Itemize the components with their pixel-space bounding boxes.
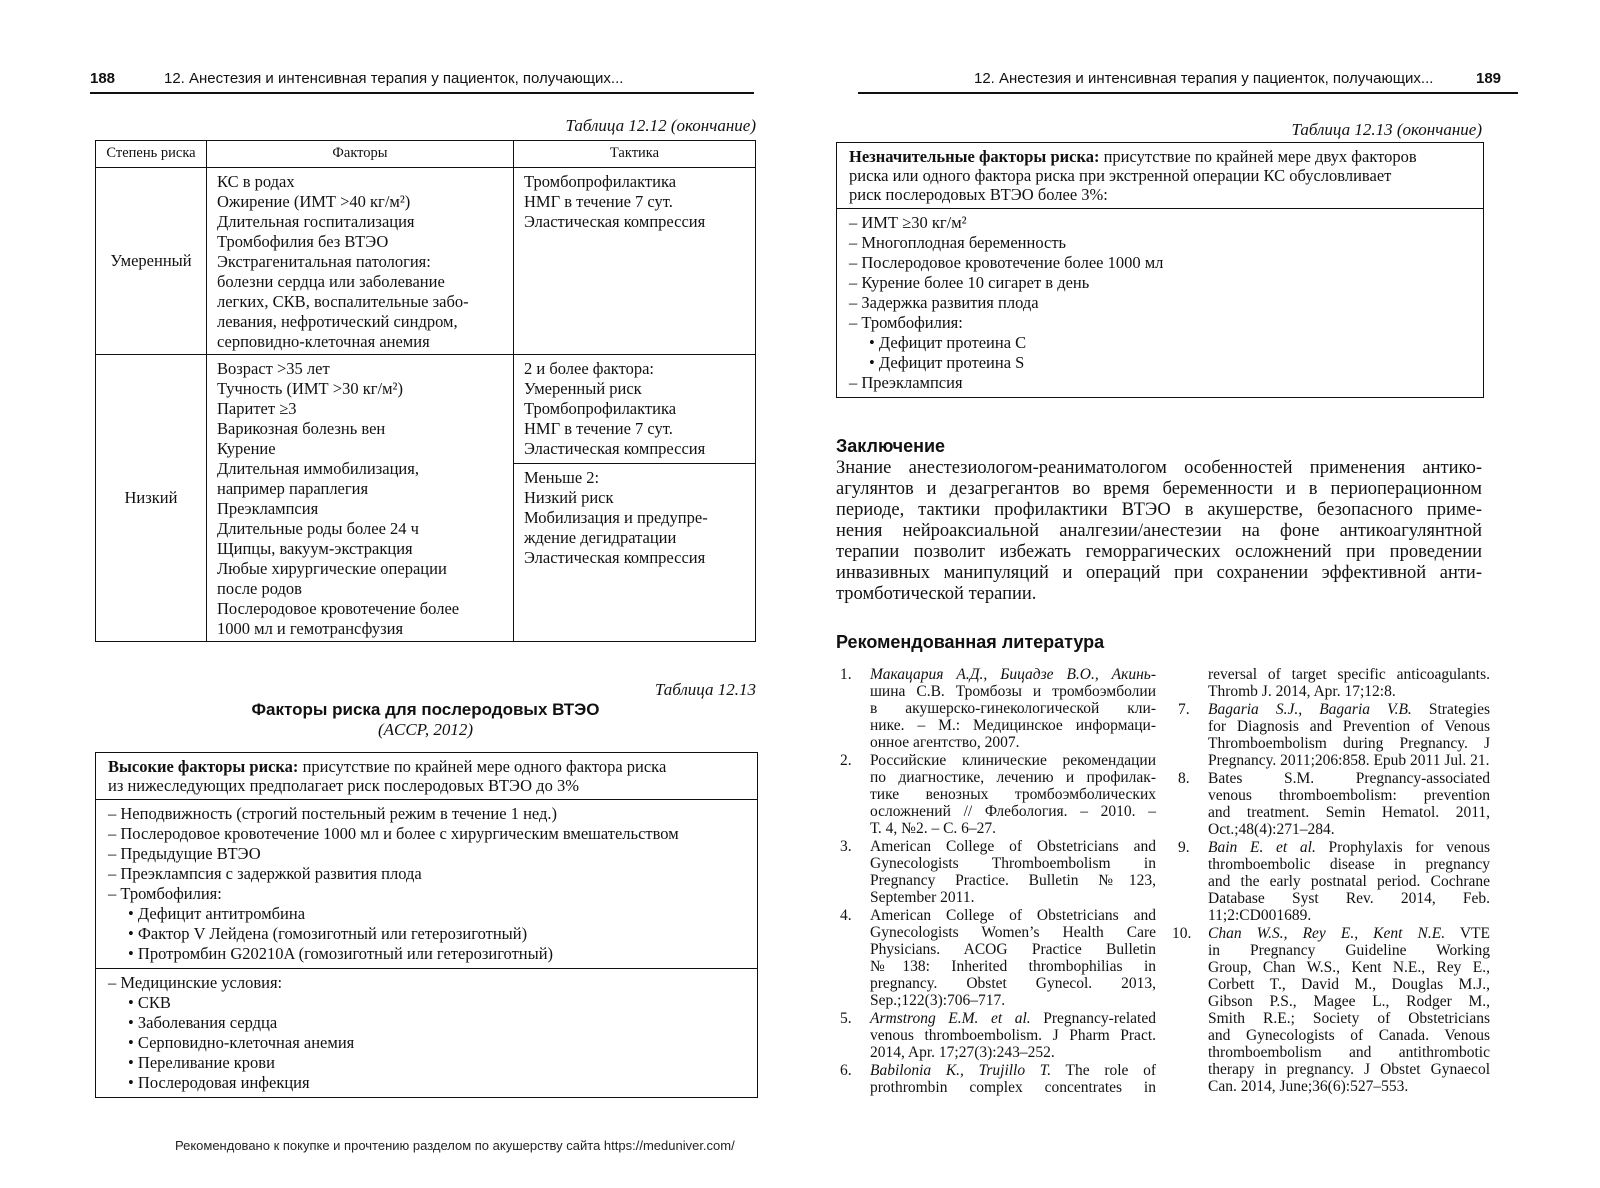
references-column-1: [840, 666, 1156, 1097]
reference-line: по диагностике, лечению и профилак-: [870, 769, 1156, 786]
minor-risk-intro-text: риска или одного фактора риска при экстренной операции КС обусловливает: [849, 166, 1392, 185]
risk-level-moderate: Умеренный: [96, 168, 207, 355]
tactic-line: Эластическая компрессия: [524, 439, 706, 458]
high-risk-label: Высокие факторы риска:: [108, 757, 299, 776]
high-risk-intro-text: из нижеследующих предполагает риск послеродовых ВТЭО до 3%: [108, 776, 579, 795]
table-12-13-title: Факторы риска для послеродовых ВТЭО: [251, 700, 600, 719]
reference-line: and Gynecologists of Canada. Venous: [1208, 1027, 1490, 1044]
reference-item: [1178, 770, 1490, 838]
factor-line: после родов: [217, 579, 302, 598]
list-subitem: • Протромбин G20210A (гомозиготный или гетерозиготный): [128, 944, 554, 963]
list-item: – Преэклампсия с задержкой развития плода: [108, 864, 422, 883]
reference-number: 6.: [840, 1062, 852, 1079]
tactic-line: Низкий риск: [524, 488, 614, 507]
factor-line: Длительная иммобилизация,: [217, 459, 419, 478]
list-subitem: • Дефицит антитромбина: [128, 904, 306, 923]
minor-risk-intro-text: присутствие по крайней мере двух факторов: [1099, 147, 1417, 166]
reference-line: prothrombin complex concentrates in: [870, 1079, 1156, 1096]
reference-line: VTE: [1445, 925, 1490, 942]
reference-authors: Armstrong E.M. et al.: [870, 1010, 1031, 1027]
factor-line: левания, нефротический синдром,: [217, 312, 458, 331]
reference-line: Pregnancy Practice. Bulletin №123,: [870, 872, 1156, 889]
factor-line: Длительная госпитализация: [217, 212, 415, 231]
right-running-head: 12. Анестезия и интенсивная терапия у пациенток, получающих...: [974, 70, 1434, 87]
page-number-188: 188: [90, 70, 116, 87]
reference-line: Physicians. ACOG Practice Bulletin: [870, 941, 1156, 958]
reference-line: в акушерско-гинекологической кли-: [870, 700, 1156, 717]
reference-line: Database Syst Rev. 2014, Feb.: [1208, 890, 1490, 907]
reference-line: September 2011.: [870, 889, 975, 906]
table-header-tactics: Тактика: [514, 141, 756, 168]
table-12-13-end: [836, 142, 1484, 398]
tactic-line: ждение дегидратации: [524, 528, 677, 547]
reference-line: thromboembolism and antithrombotic: [1208, 1044, 1490, 1061]
reference-line: American College of Obstetricians and: [870, 838, 1156, 855]
reference-number: 1.: [840, 666, 852, 683]
reference-line: 2014, Apr. 17;27(3):243–252.: [870, 1044, 1055, 1061]
reference-line: Prophylaxis for venous: [1315, 839, 1490, 856]
list-item: – Предыдущие ВТЭО: [108, 844, 261, 863]
page-number-189: 189: [1476, 70, 1502, 87]
factor-line: болезни сердца или заболевание: [217, 272, 445, 291]
factor-line: Послеродовое кровотечение более: [217, 599, 460, 618]
reference-item: [840, 752, 1156, 837]
list-item: – Курение более 10 сигарет в день: [849, 273, 1090, 292]
reference-item: [840, 907, 1156, 1009]
factor-line: Любые хирургические операции: [217, 559, 447, 578]
references-heading: Рекомендованная литература: [836, 632, 1105, 652]
reference-line: нике. – М.: Медицинское информаци-: [870, 717, 1156, 734]
paragraph-line: терапии позволит избежать геморрагических осложнений при проведении: [836, 542, 1482, 562]
reference-line: Gynecologists Women’s Health Care: [870, 924, 1156, 941]
list-item: – Преэклампсия: [849, 373, 963, 392]
high-risk-intro-text: присутствие по крайней мере одного фактора риска: [298, 757, 667, 776]
minor-risk-list: [837, 208, 1483, 397]
reference-line: Corbett T., David M., Douglas M.J.,: [1208, 976, 1490, 993]
table-12-13: [95, 752, 758, 1098]
high-risk-list: [96, 799, 757, 968]
tactic-line: Тромбопрофилактика: [524, 172, 677, 191]
factor-line: Преэклампсия: [217, 499, 319, 518]
list-subitem: • Послеродовая инфекция: [128, 1073, 310, 1092]
table-12-12-caption: Таблица 12.12 (окончание): [565, 116, 756, 135]
reference-line: тике венозных тромбоэмболических: [870, 786, 1156, 803]
reference-line: Pregnancy-related: [1030, 1010, 1156, 1027]
reference-line: in Pregnancy Guideline Working: [1208, 942, 1490, 959]
paragraph-line: нения нейроаксиальной аналгезии/анестезии на фоне антикоагулянтной: [836, 521, 1482, 541]
right-page: [800, 0, 1600, 1188]
factor-line: Тромбофилия без ВТЭО: [217, 232, 389, 251]
factor-line: легких, СКВ, воспалительные забо-: [217, 292, 469, 311]
list-item: – Послеродовое кровотечение более 1000 мл: [849, 253, 1164, 272]
reference-continuation: [1178, 666, 1490, 700]
paragraph-line: тромботической терапии.: [836, 584, 1037, 604]
factor-line: Варикозная болезнь вен: [217, 419, 386, 438]
reference-line: Thromb J. 2014, Apr. 17;12:8.: [1208, 683, 1396, 700]
reference-line: thromboembolic disease in pregnancy: [1208, 856, 1490, 873]
reference-line: Sep.;122(3):706–717.: [870, 992, 1006, 1009]
factor-line: Экстрагенитальная патология:: [217, 252, 431, 271]
table-row-moderate: [96, 168, 756, 355]
tactics-two-plus: [514, 355, 755, 463]
tactic-line: Мобилизация и предупре-: [524, 508, 708, 527]
factor-line: Длительные роды более 24 ч: [217, 519, 419, 538]
reference-item: [1172, 925, 1490, 1095]
list-item: – Тромбофилия:: [849, 313, 963, 332]
reference-line: шина С.В. Тромбозы и тромбоэмболии: [870, 683, 1156, 700]
table-header-factors: Факторы: [207, 141, 514, 168]
reference-line: Smith R.E.; Society of Obstetricians: [1208, 1010, 1490, 1027]
tactic-line: Эластическая компрессия: [524, 212, 706, 231]
reference-line: Oct.;48(4):271–284.: [1208, 821, 1335, 838]
minor-risk-intro-text: риск послеродовых ВТЭО более 3%:: [849, 185, 1108, 204]
list-subitem: • Фактор V Лейдена (гомозиготный или гетерозиготный): [128, 924, 528, 943]
factors-moderate: [207, 168, 514, 355]
reference-number: 7.: [1178, 701, 1190, 718]
tactics-less-two: [514, 463, 755, 572]
reference-number: 10.: [1172, 925, 1192, 942]
reference-line: The role of: [1051, 1062, 1157, 1079]
right-running-header: [858, 66, 1518, 94]
reference-item: [840, 838, 1156, 906]
factor-line: Паритет ≥3: [217, 399, 297, 418]
reference-number: 4.: [840, 907, 852, 924]
reference-authors: Макацария А.Д., Бицадзе В.О., Акинь-: [870, 666, 1156, 683]
minor-risk-label: Незначительные факторы риска:: [849, 147, 1100, 166]
reference-line: and the early postnatal period. Cochrane: [1208, 873, 1490, 890]
tactic-line: Тромбопрофилактика: [524, 399, 677, 418]
factors-low: [207, 355, 514, 642]
reference-line: 11;2:CD001689.: [1208, 907, 1312, 924]
tactic-line: НМГ в течение 7 сут.: [524, 419, 673, 438]
list-item: – Медицинские условия:: [108, 973, 283, 992]
reference-line: venous thromboembolism. J Pharm Pract.: [870, 1027, 1156, 1044]
list-subitem: • Заболевания сердца: [128, 1013, 278, 1032]
reference-number: 2.: [840, 752, 852, 769]
table-12-13-end-caption: Таблица 12.13 (окончание): [1291, 120, 1482, 139]
factor-line: серповидно-клеточная анемия: [217, 332, 430, 351]
reference-line: Pregnancy. 2011;206:858. Epub 2011 Jul. 21.: [1208, 752, 1490, 769]
reference-line: therapy in pregnancy. J Obstet Gynaecol: [1208, 1061, 1490, 1078]
table-12-13-subtitle: (ACCP, 2012): [377, 720, 474, 739]
reference-number: 5.: [840, 1010, 852, 1027]
reference-authors: Bagaria S.J., Bagaria V.B.: [1208, 701, 1412, 718]
tactic-line: Меньше 2:: [524, 468, 600, 487]
paragraph-line: периоде, тактики профилактики ВТЭО в акушерстве, безопасного приме-: [836, 500, 1482, 520]
risk-level-low: Низкий: [96, 355, 207, 642]
reference-line: Gynecologists Thromboembolism in: [870, 855, 1156, 872]
references-column-2: [1172, 666, 1490, 1096]
paragraph-line: инвазивных манипуляций и операций при сохранении эффективной анти-: [836, 563, 1482, 583]
factor-line: КС в родах: [217, 172, 295, 191]
reference-line: Thromboembolism during Pregnancy. J: [1208, 735, 1490, 752]
reference-line: and treatment. Semin Hematol. 2011,: [1208, 804, 1490, 821]
reference-line: American College of Obstetricians and: [870, 907, 1156, 924]
reference-line: онное агентство, 2007.: [870, 734, 1020, 751]
reference-line: осложнений // Флебология. – 2010. –: [870, 803, 1156, 820]
reference-line: Bates S.M. Pregnancy-associated: [1208, 770, 1490, 787]
reference-line: Т. 4, №2. – С. 6–27.: [870, 820, 997, 837]
reference-item: [840, 1062, 1156, 1096]
high-risk-intro: [96, 753, 757, 799]
reference-item: [840, 666, 1156, 751]
list-subitem: • СКВ: [128, 993, 171, 1012]
reference-number: 8.: [1178, 770, 1190, 787]
footer-recommendation: Рекомендовано к покупке и прочтению разделом по акушерству сайта https://meduniver.com/: [175, 1138, 735, 1153]
reference-item: [1178, 839, 1490, 924]
factor-line: Щипцы, вакуум-экстракция: [217, 539, 413, 558]
list-subitem: • Дефицит протеина S: [869, 353, 1025, 372]
reference-authors: Babilonia K., Trujillo T.: [870, 1062, 1052, 1079]
tactics-moderate: [514, 168, 756, 355]
list-subitem: • Дефицит протеина С: [869, 333, 1027, 352]
reference-line: pregnancy. Obstet Gynecol. 2013,: [870, 975, 1156, 992]
table-header-risk: Степень риска: [96, 141, 207, 168]
reference-line: venous thromboembolism: prevention: [1208, 787, 1490, 804]
paragraph-line: Знание анестезиологом-реаниматологом особенностей применения антико-: [836, 458, 1482, 478]
list-item: – Послеродовое кровотечение 1000 мл и более с хирургическим вмешательством: [108, 824, 679, 843]
table-row-low: [96, 355, 756, 642]
list-item: – Тромбофилия:: [108, 884, 222, 903]
reference-line: Strategies: [1411, 701, 1490, 718]
tactic-line: НМГ в течение 7 сут.: [524, 192, 673, 211]
list-item: – ИМТ ≥30 кг/м²: [849, 213, 967, 232]
reference-line: Group, Chan W.S., Kent N.E., Rey E.,: [1208, 959, 1490, 976]
reference-line: Gibson P.S., Magee L., Rodger M.,: [1208, 993, 1490, 1010]
reference-line: reversal of target specific anticoagulants.: [1208, 666, 1490, 683]
medical-conditions-list: [96, 968, 757, 1097]
list-subitem: • Серповидно-клеточная анемия: [128, 1033, 355, 1052]
tactic-line: Эластическая компрессия: [524, 548, 706, 567]
reference-number: 3.: [840, 838, 852, 855]
factor-line: Ожирение (ИМТ >40 кг/м²): [217, 192, 411, 211]
paragraph-line: агулянтов и дезагрегантов во время беременности и в периоперационном: [836, 479, 1482, 499]
factor-line: например параплегия: [217, 479, 369, 498]
table-12-13-caption: Таблица 12.13: [654, 680, 756, 699]
conclusion-heading: Заключение: [836, 436, 946, 456]
reference-item: [1178, 701, 1490, 769]
tactic-line: 2 и более фактора:: [524, 359, 654, 378]
list-item: – Задержка развития плода: [849, 293, 1039, 312]
reference-authors: Bain E. et al.: [1208, 839, 1316, 856]
factor-line: 1000 мл и гемотрансфузия: [217, 619, 404, 638]
reference-line: Can. 2014, June;36(6):527–553.: [1208, 1078, 1409, 1095]
left-running-header: [90, 66, 754, 94]
tactics-low: [514, 355, 756, 642]
left-running-head: 12. Анестезия и интенсивная терапия у пациенток, получающих...: [164, 70, 624, 87]
factor-line: Тучность (ИМТ >30 кг/м²): [217, 379, 403, 398]
reference-line: Российские клинические рекомендации: [870, 752, 1156, 769]
tactic-line: Умеренный риск: [524, 379, 642, 398]
factor-line: Возраст >35 лет: [217, 359, 330, 378]
list-item: – Многоплодная беременность: [849, 233, 1067, 252]
table-12-12: [95, 140, 756, 642]
reference-item: [840, 1010, 1156, 1061]
factor-line: Курение: [217, 439, 276, 458]
reference-authors: Chan W.S., Rey E., Kent N.E.: [1208, 925, 1446, 942]
conclusion-paragraph: [836, 458, 1482, 605]
reference-line: for Diagnosis and Prevention of Venous: [1208, 718, 1490, 735]
reference-line: №138: Inherited thrombophilias in: [870, 958, 1156, 975]
list-item: – Неподвижность (строгий постельный режим в течение 1 нед.): [108, 804, 558, 823]
reference-number: 9.: [1178, 839, 1190, 856]
minor-risk-intro: [837, 143, 1483, 208]
list-subitem: • Переливание крови: [128, 1053, 275, 1072]
